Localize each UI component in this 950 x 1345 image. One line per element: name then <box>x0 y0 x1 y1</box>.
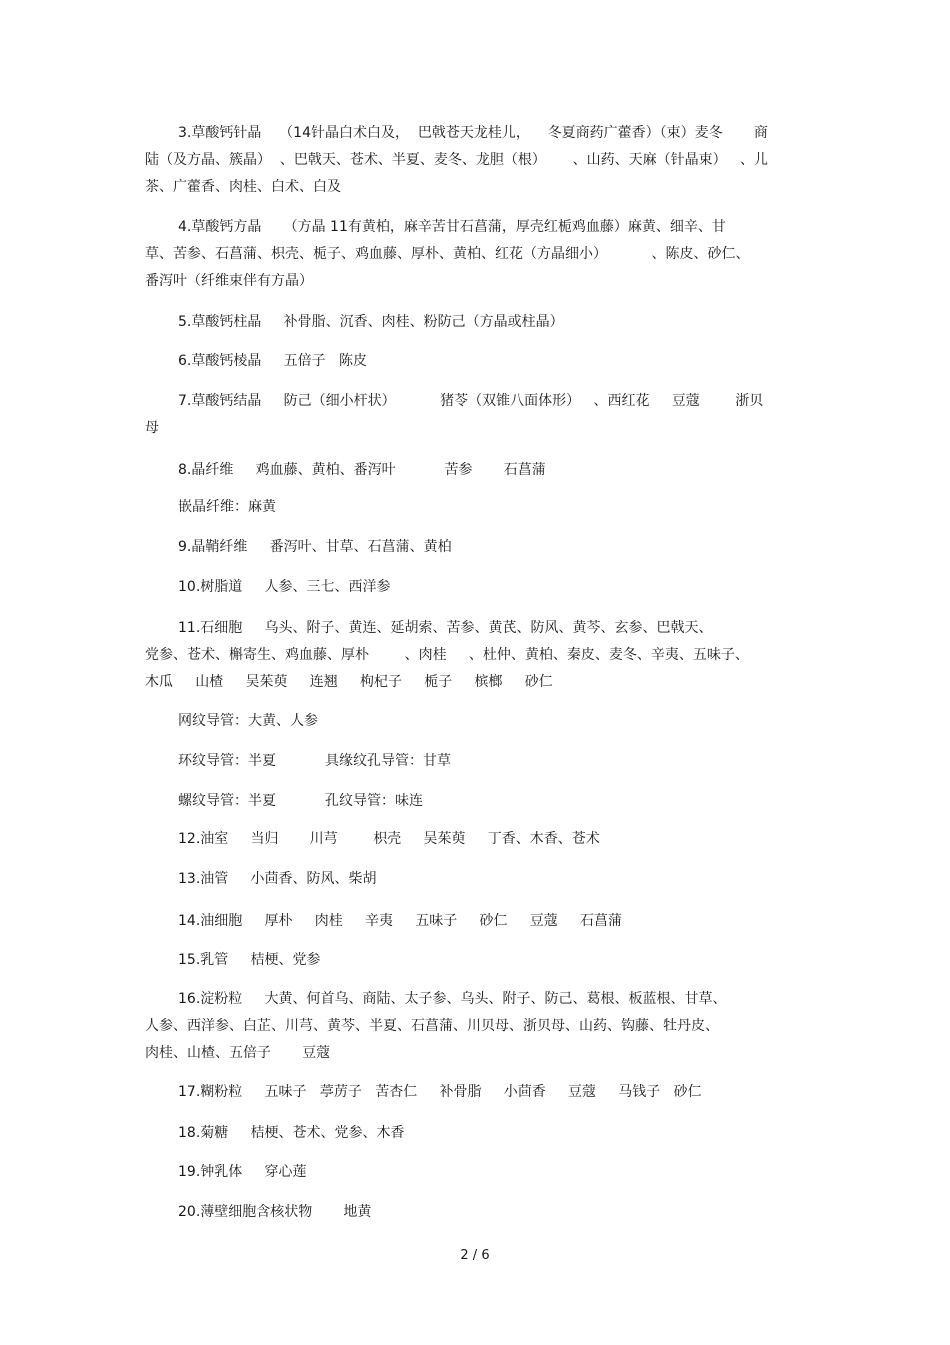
paragraph-oil-cavity <box>145 826 810 853</box>
text-line: 螺纹导管：半夏 孔纹导管：味连 <box>178 793 423 809</box>
text-line: 人参、西洋参、白芷、川芎、黄芩、半夏、石菖蒲、川贝母、浙贝母、山药、钩藤、牡丹皮、 <box>145 1018 719 1034</box>
text-line: 11.石细胞 乌头、附子、黄连、延胡索、苦参、黄芪、防风、黄芩、玄参、巴戟天、 <box>178 620 713 636</box>
text-line: 12.油室 当归 川芎 枳壳 吴茱萸 丁香、木香、苍术 <box>178 831 600 847</box>
paragraph-calcium-oxalate-crystal <box>145 388 810 442</box>
text-line: 18.菊糖 桔梗、苍术、党参、木香 <box>178 1125 405 1141</box>
paragraph-calcium-oxalate-needle <box>145 120 810 201</box>
paragraph-parenchyma-nucleus <box>145 1199 810 1226</box>
paragraph-spiral-vessel <box>145 788 810 815</box>
text-line: 13.油管 小茴香、防风、柴胡 <box>178 871 377 887</box>
text-line: 3.草酸钙针晶 （14针晶白术白及， 巴戟苍天龙桂儿， 冬夏商药广藿香）（束）麦冬 商 <box>178 125 768 141</box>
text-line: 肉桂、山楂、五倍子 豆蔻 <box>145 1045 331 1061</box>
text-line: 网纹导管：大黄、人参 <box>178 713 318 729</box>
text-line: 5.草酸钙柱晶 补骨脂、沉香、肉桂、粉防己（方晶或柱晶） <box>178 314 564 330</box>
text-line: 7.草酸钙结晶 防己（细小杆状） 猪苓（双锥八面体形） 、西红花 豆蔻 浙贝 <box>178 393 764 409</box>
paragraph-inulin <box>145 1120 810 1147</box>
paragraph-oil-cell <box>145 908 810 935</box>
paragraph-aleurone-grain <box>145 1079 810 1106</box>
text-line: 木瓜 山楂 吴茱萸 连翘 枸杞子 栀子 槟榔 砂仁 <box>145 674 553 690</box>
text-line: 15.乳管 桔梗、党参 <box>178 952 321 968</box>
text-line: 17.糊粉粒 五味子 葶苈子 苦杏仁 补骨脂 小茴香 豆蔻 马钱子 砂仁 <box>178 1084 702 1100</box>
paragraph-embedded-crystal-fiber <box>145 494 810 521</box>
text-line: 党参、苍术、槲寄生、鸡血藤、厚朴 、肉桂 、杜仲、黄柏、秦皮、麦冬、辛夷、五味子、 <box>145 647 749 663</box>
paragraph-starch-grain <box>145 986 810 1067</box>
paragraph-calcium-oxalate-column <box>145 309 810 336</box>
paragraph-resin-canal <box>145 574 810 601</box>
text-line: 草、苦参、石菖蒲、枳壳、栀子、鸡血藤、厚朴、黄柏、红花（方晶细小） 、陈皮、砂仁、 <box>145 246 750 262</box>
paragraph-laticifer <box>145 947 810 974</box>
paragraph-stone-cell <box>145 615 810 696</box>
text-line: 8.晶纤维 鸡血藤、黄柏、番泻叶 苦参 石菖蒲 <box>178 462 546 478</box>
text-line: 6.草酸钙棱晶 五倍子 陈皮 <box>178 353 367 369</box>
text-line: 20.薄壁细胞含核状物 地黄 <box>178 1204 372 1220</box>
text-line: 16.淀粉粒 大黄、何首乌、商陆、太子参、乌头、附子、防己、葛根、板蓝根、甘草、 <box>178 991 727 1007</box>
text-line: 环纹导管：半夏 具缘纹孔导管：甘草 <box>178 753 451 769</box>
text-line: 19.钟乳体 穿心莲 <box>178 1164 307 1180</box>
text-line: 14.油细胞 厚朴 肉桂 辛夷 五味子 砂仁 豆蔻 石菖蒲 <box>178 913 623 929</box>
paragraph-crystal-fiber <box>145 457 810 484</box>
paragraph-crystal-sheath-fiber <box>145 534 810 561</box>
text-line: 4.草酸钙方晶 （方晶 11有黄柏，麻辛苦甘石菖蒲，厚壳红栀鸡血藤）麻黄、细辛、甘 <box>178 219 726 235</box>
text-line: 9.晶鞘纤维 番泻叶、甘草、石菖蒲、黄柏 <box>178 539 452 555</box>
page-number: 2 / 6 <box>460 1248 490 1263</box>
text-line: 10.树脂道 人参、三七、西洋参 <box>178 579 391 595</box>
text-line: 陆（及方晶、簇晶） 、巴戟天、苍术、半夏、麦冬、龙胆（根） 、山药、天麻（针晶束） 、儿 <box>145 152 768 168</box>
text-line: 番泻叶（纤维束伴有方晶） <box>145 273 313 289</box>
paragraph-cystolith <box>145 1159 810 1186</box>
text-line: 母 <box>145 420 159 436</box>
paragraph-reticulate-vessel <box>145 708 810 735</box>
text-line: 嵌晶纤维：麻黄 <box>178 499 276 515</box>
paragraph-oil-tube <box>145 866 810 893</box>
paragraph-annular-vessel <box>145 748 810 775</box>
text-line: 茶、广藿香、肉桂、白术、白及 <box>145 179 341 195</box>
paragraph-calcium-oxalate-rhombic <box>145 348 810 375</box>
paragraph-calcium-oxalate-prism <box>145 214 810 295</box>
